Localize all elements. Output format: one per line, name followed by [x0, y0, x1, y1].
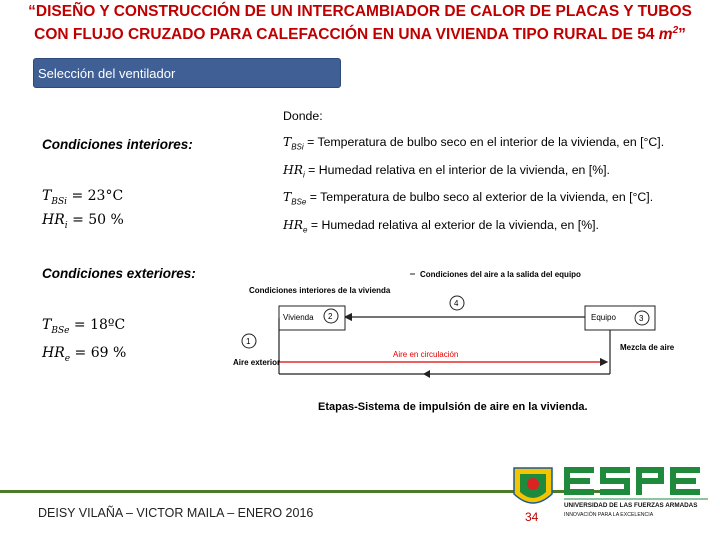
- where-title: Donde:: [283, 109, 323, 123]
- title-end: ”: [678, 26, 686, 44]
- where-item-hre-text: = Humedad relativa al exterior de la vivienda, en [%].: [307, 218, 599, 232]
- interior-heading: Condiciones interiores:: [42, 137, 193, 152]
- where-item-hri-symbol: HR: [283, 163, 303, 177]
- air-flow-svg: [225, 262, 705, 412]
- mix-label: Mezcla de aire: [620, 343, 675, 352]
- slide-title: [0, 2, 720, 44]
- exterior-hr: [42, 345, 126, 364]
- interior-tbs: [42, 188, 123, 207]
- diagram-caption: Etapas-Sistema de impulsión de aire en la vivienda.: [318, 401, 588, 413]
- espe-logo-svg: [508, 462, 713, 520]
- recirculation-label: Aire en circulación: [393, 350, 459, 359]
- where-item-tbsi-sub: BSi: [291, 142, 304, 152]
- page-number: 34: [525, 510, 539, 524]
- interior-tbs-value: = 23°C: [67, 188, 124, 204]
- logo-line-2: INNOVACIÓN PARA LA EXCELENCIA: [564, 512, 654, 518]
- interior-tbs-symbol: T: [42, 188, 52, 204]
- where-item-tbse-text: = Temperatura de bulbo seco al exterior de la vivienda, en [°C].: [306, 190, 654, 204]
- air-flow-diagram: [225, 262, 705, 412]
- exterior-tbs-value: = 18ºC: [69, 317, 126, 333]
- where-item-hri: [283, 162, 610, 183]
- node-4-label: 4: [454, 299, 459, 308]
- section-header: Selección del ventilador: [33, 58, 341, 88]
- where-item-tbse: [283, 189, 653, 210]
- exterior-hr-value: = 69 %: [70, 345, 127, 361]
- box-vivienda-label: Vivienda: [283, 313, 314, 322]
- title-line-2-text: CON FLUJO CRUZADO PARA CALEFACCIÓN EN UNA VIVIENDA TIPO RURAL DE 54: [34, 26, 659, 44]
- where-item-hri-sub: i: [302, 170, 305, 180]
- title-exp: 2: [672, 25, 679, 36]
- crest-emblem-icon: [527, 478, 539, 490]
- footer-authors: DEISY VILAÑA – VICTOR MAILA – ENERO 2016: [38, 506, 314, 520]
- where-item-tbse-sub: BSe: [291, 197, 307, 207]
- interior-hr: [42, 212, 124, 231]
- title-unit: m: [658, 26, 673, 44]
- title-line-2: [0, 21, 720, 44]
- interior-label: Condiciones interiores de la vivienda: [249, 286, 391, 295]
- exterior-hr-sub: e: [64, 353, 71, 364]
- exterior-heading: Condiciones exteriores:: [42, 266, 196, 281]
- where-item-tbsi-text: = Temperatura de bulbo seco en el interior de la vivienda, en [°C].: [303, 135, 665, 149]
- espe-logo: [508, 462, 713, 520]
- interior-hr-symbol: HR: [42, 212, 65, 228]
- box-equipo-label: Equipo: [591, 313, 616, 322]
- where-item-tbsi: [283, 134, 664, 155]
- interior-hr-sub: i: [64, 220, 68, 231]
- where-item-tbsi-symbol: T: [283, 135, 292, 149]
- where-item-tbse-symbol: T: [283, 190, 292, 204]
- where-item-hri-text: = Humedad relativa en el interior de la vivienda, en [%].: [304, 163, 610, 177]
- where-item-hre: [283, 217, 599, 238]
- interior-tbs-sub: BSi: [51, 196, 68, 207]
- node-3-label: 3: [639, 314, 644, 323]
- interior-hr-value: = 50 %: [67, 212, 124, 228]
- node-2-label: 2: [328, 312, 333, 321]
- exterior-tbs-sub: BSe: [51, 325, 70, 336]
- title-line-1: “DISEÑO Y CONSTRUCCIÓN DE UN INTERCAMBIADOR DE CALOR DE PLACAS Y TUBOS: [28, 3, 692, 20]
- logo-line-1: UNIVERSIDAD DE LAS FUERZAS ARMADAS: [564, 502, 698, 509]
- node-1-label: 1: [246, 337, 251, 346]
- external-air-label: Aire exterior: [233, 358, 281, 367]
- bottom-arrowhead: [423, 370, 430, 378]
- exterior-tbs-symbol: T: [42, 317, 52, 333]
- exterior-hr-symbol: HR: [42, 345, 65, 361]
- where-item-hre-sub: e: [302, 225, 308, 235]
- where-item-hre-symbol: HR: [283, 218, 303, 232]
- outlet-label: Condiciones del aire a la salida del equipo: [420, 270, 581, 279]
- exterior-tbs: [42, 317, 125, 336]
